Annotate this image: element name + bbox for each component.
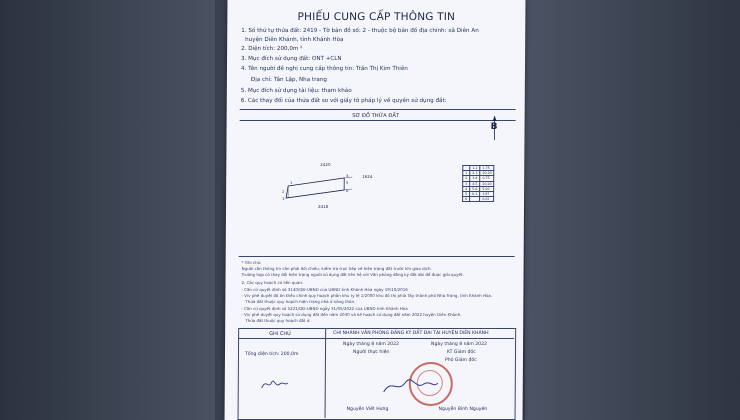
edge-table-cell: 6 (463, 197, 470, 202)
parcel-label-bottom: 2418 (318, 204, 329, 209)
information-sheet (225, 0, 526, 420)
left-date: Ngày tháng 8 năm 2022 (343, 342, 399, 347)
edge-table-cell: 0.75 (480, 176, 494, 181)
line-address: Địa chỉ: Tân Lập, Nha trang (250, 77, 327, 83)
divider-notes (239, 256, 515, 257)
note-1: Người cần thông tin cần phải đối chiếu, kiểm tra trực tiếp về hiện trạng đất trước khi giao dịch. (241, 266, 432, 271)
left-signer-name: Nguyễn Viết Hưng (346, 407, 389, 412)
office-title: CHI NHÁNH VĂN PHÒNG ĐĂNG KÝ ĐẤT ĐAI TẠI HUYỆN DIÊN KHÁNH (333, 331, 489, 336)
edge-table-cell: 1-2 (470, 166, 480, 171)
ghi-chu-label: GHI CHÚ (269, 331, 291, 337)
edge-table-cell: 4 (463, 186, 470, 191)
parcel-label-right: 1624 (362, 174, 373, 179)
map-title: SƠ ĐỒ THỬA ĐẤT (352, 113, 400, 119)
note-5: - V/v phê duyệt đồ án Điều chỉnh quy hoạch phân khu tỷ lệ 1/2000 khu đô thị phía Tây thành phố Nha Trang, tỉnh Khánh Hòa. (241, 293, 493, 298)
divider-map (240, 120, 516, 121)
line-area: 2. Diện tích: 200,0m ² (241, 46, 303, 52)
total-area: Tổng diện tích: 200,0m (244, 352, 299, 357)
line-requester: 4. Tên người đề nghị cung cấp thông tin: Trần Thị Kim Thiên (240, 66, 408, 72)
vertex-5: 5 (346, 181, 349, 185)
north-letter: B (490, 122, 498, 132)
parcel-sketch (278, 162, 388, 214)
edge-table-cell: 3 (463, 181, 470, 186)
line-parcel-number: 1. Số thứ tự thửa đất: 2419 - Tờ bản đồ số: 2 - thuộc bộ bản đồ địa chính: xã Diên An (241, 28, 479, 34)
vertex-3: 3 (282, 197, 285, 201)
signature-right-icon (380, 374, 440, 398)
document-title: PHIẾU CUNG CẤP THÔNG TIN (297, 11, 456, 23)
edge-length-table (462, 165, 495, 202)
vertex-1: 1 (290, 181, 293, 185)
note-7: - Căn cứ quyết định số 5221/QĐ-UBND ngày 31/05/2022 của UBND tỉnh Khánh Hòa (241, 306, 408, 311)
note-9: Thửa đất thuộc quy hoạch đất ở. (245, 318, 311, 323)
background-right (525, 0, 740, 420)
edge-table-row (463, 197, 494, 202)
edge-table-cell: 3-4 (470, 176, 480, 181)
edge-table-cell: 6-1 (470, 191, 480, 196)
right-date: Ngày tháng 8 năm 2022 (431, 342, 487, 347)
divider-top (240, 109, 516, 110)
edge-table-cell: 2 (463, 176, 470, 181)
left-role: Người thực hiện (352, 350, 390, 355)
right-role-1: KT Giám đốc (446, 350, 476, 355)
edge-table-cell (470, 197, 480, 202)
edge-table-cell: 20.20 (480, 171, 494, 176)
note-6: Thửa đất thuộc quy hoạch hiện trạng nhà ở nông thôn. (245, 299, 356, 304)
edge-table-cell: 0.02 (480, 197, 494, 202)
signature-header-rule (238, 338, 514, 339)
background-left (0, 0, 215, 420)
edge-table-cell: 20.20 (480, 181, 494, 186)
note-0: * Ghi chú: (241, 260, 262, 265)
line-land-use: 3. Mục đích sử dụng đất: ONT +CLN (241, 56, 342, 62)
edge-table-cell: 4-5 (470, 181, 480, 186)
parcel-label-top: 2420 (320, 162, 331, 167)
line-district: huyện Diên Khánh, tỉnh Khánh Hòa (245, 37, 344, 43)
note-3: 2. Các quy hoạch có liên quan: (241, 280, 304, 285)
right-role-2: Phó Giám đốc (444, 358, 477, 363)
edge-table-cell: 5-6 (470, 186, 480, 191)
right-signer-name: Nguyễn Bình Nguyên (438, 407, 488, 412)
edge-table-cell: 5 (463, 191, 470, 196)
edge-table-cell: 1 (463, 171, 470, 176)
vertex-6: 6 (346, 189, 349, 193)
note-8: - V/v phê duyệt quy hoạch sử dụng đất đến năm 2030 và kế hoạch sử dụng đất năm 2022 huyện Diên Khánh. (241, 312, 462, 317)
note-2: Trường hợp có thay đổi hiện trạng người sử dụng đất liên hệ với Văn phòng đăng ký đất đai để được giải quyết. (241, 272, 464, 277)
note-4: - Căn cứ quyết định số 3140/QĐ-UBND của UBND tỉnh Khánh Hòa ngày 19/10/2016 (241, 287, 408, 292)
line-purpose: 5. Mục đích sử dụng tài liệu: tham khảo (240, 88, 352, 94)
vertex-2: 2 (282, 190, 285, 194)
vertex-4: 4 (346, 174, 349, 178)
edge-table-cell: 2-3 (470, 171, 480, 176)
line-changes: 6. Các thay đổi của thửa đất so với giấy tờ pháp lý về quyền sử dụng đất: (240, 98, 447, 104)
edge-table-cell: 5.00 (480, 186, 494, 191)
edge-table-cell: 3.87 (480, 191, 494, 196)
signature-left-icon (260, 376, 290, 392)
edge-table-cell: 1.75 (480, 166, 494, 171)
